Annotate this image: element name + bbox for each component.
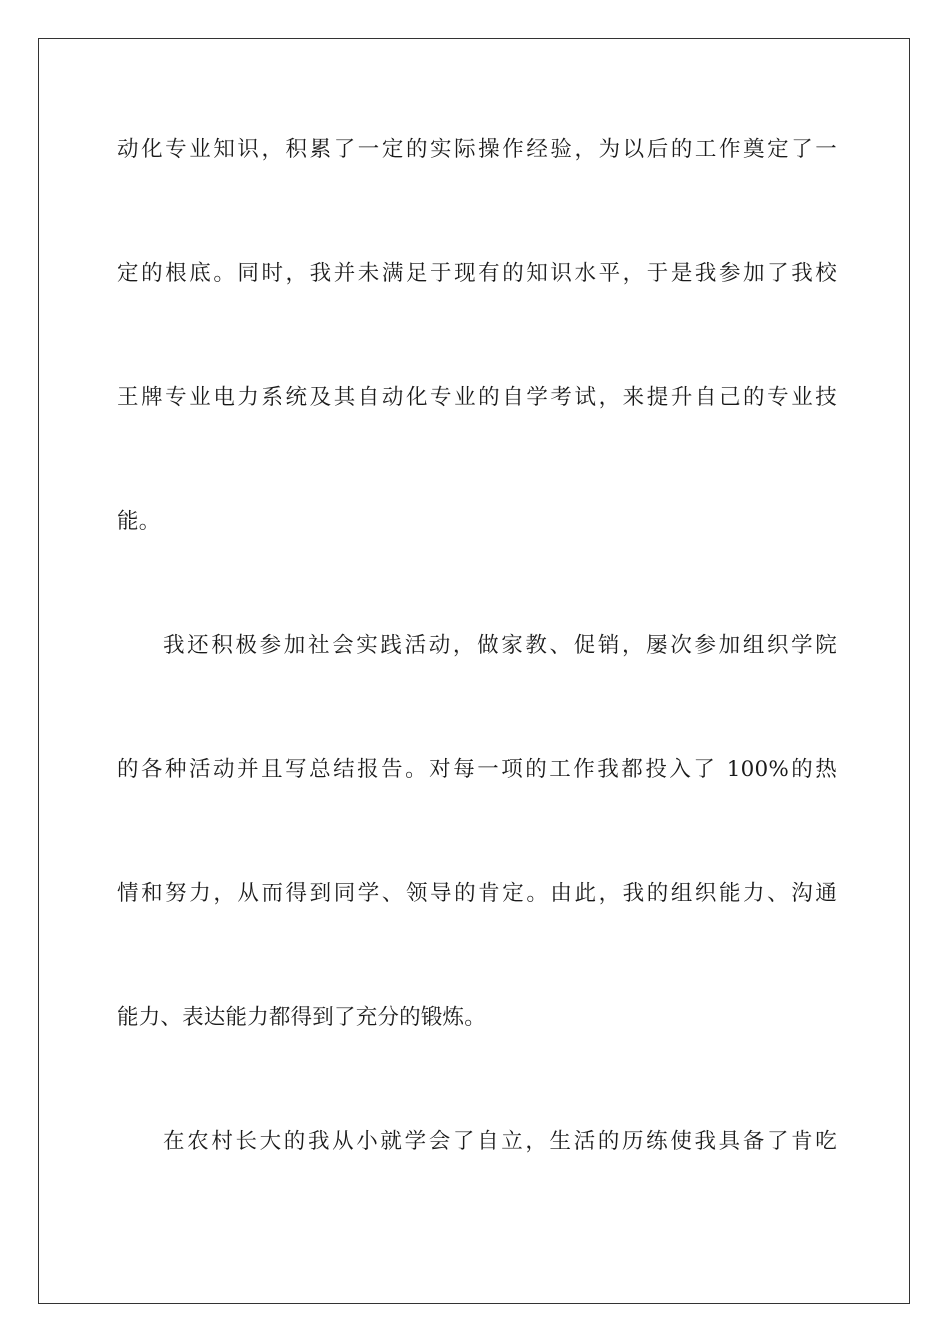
text-line-9: 在农村长大的我从小就学会了自立，生活的历练使我具备了肯吃 <box>163 1129 837 1154</box>
text-line-7: 情和努力，从而得到同学、领导的肯定。由此，我的组织能力、沟通 <box>117 881 837 906</box>
page-border <box>38 38 910 1304</box>
text-line-1: 动化专业知识，积累了一定的实际操作经验，为以后的工作奠定了一 <box>117 137 837 162</box>
text-line-8: 能力、表达能力都得到了充分的锻炼。 <box>117 1005 486 1030</box>
text-line-4: 能。 <box>117 509 161 534</box>
text-line-5: 我还积极参加社会实践活动，做家教、促销，屡次参加组织学院 <box>163 633 837 658</box>
text-line-6: 的各种活动并且写总结报告。对每一项的工作我都投入了 100%的热 <box>117 757 837 782</box>
text-line-3: 王牌专业电力系统及其自动化专业的自学考试，来提升自己的专业技 <box>117 385 837 410</box>
text-line-2: 定的根底。同时，我并未满足于现有的知识水平，于是我参加了我校 <box>117 261 837 286</box>
